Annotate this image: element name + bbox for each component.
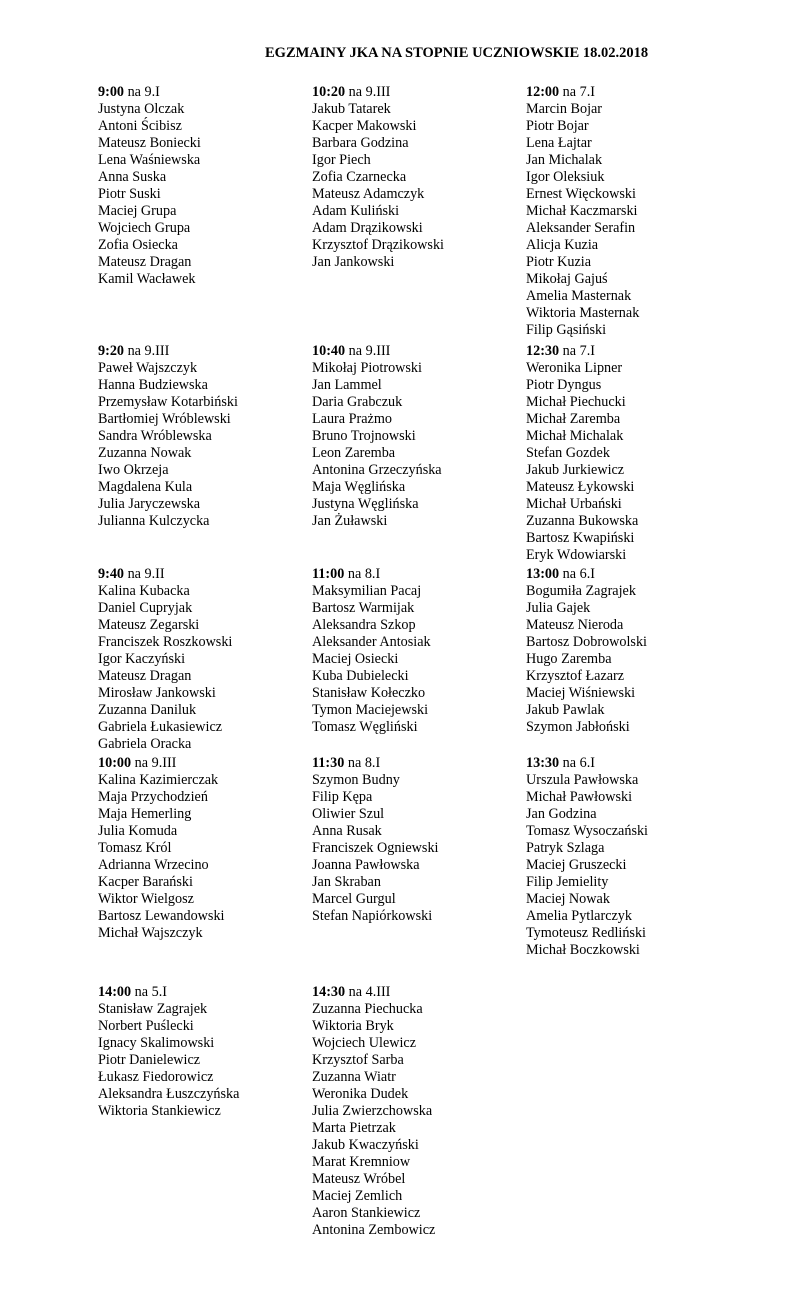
group-room: na 7.I: [562, 343, 595, 359]
group-header: [98, 343, 298, 360]
participant-name: Anna Suska: [98, 169, 167, 185]
participant-name: Adam Drązikowski: [312, 220, 423, 236]
participant-name: Krzysztof Sarba: [312, 1052, 404, 1068]
participant-name: Marcin Bojar: [526, 101, 603, 117]
participant-name: Jakub Jurkiewicz: [526, 462, 625, 478]
group-room: na 8.I: [347, 755, 381, 771]
participant-name: Łukasz Fiedorowicz: [98, 1069, 214, 1085]
group-time: 10:00: [98, 755, 132, 771]
participant-name: Filip Kępa: [312, 789, 373, 805]
participant-name: Jakub Kwaczyński: [312, 1137, 419, 1153]
participant-name: Lena Łajtar: [526, 135, 592, 151]
participant-name: Michał Wajszczyk: [98, 925, 203, 941]
group-time: 14:30: [312, 984, 346, 1000]
participant-name: Oliwier Szul: [312, 806, 385, 822]
participant-name: Iwo Okrzeja: [98, 462, 169, 478]
exam-group: [312, 566, 512, 736]
participant-name: Igor Piech: [312, 152, 371, 168]
participant-name: Daniel Cupryjak: [98, 600, 193, 616]
participant-name: Jan Godzina: [526, 806, 597, 822]
group-room: na 5.I: [134, 984, 167, 1000]
participant-name: Julia Gajek: [526, 600, 591, 616]
participant-name: Maja Przychodzień: [98, 789, 208, 805]
participant-name: Maciej Zemlich: [312, 1188, 403, 1204]
participant-name: Mateusz Wróbel: [312, 1171, 406, 1187]
participant-name: Patryk Szlaga: [526, 840, 605, 856]
participant-name: Michał Piechucki: [526, 394, 626, 410]
participant-name: Justyna Olczak: [98, 101, 185, 117]
participant-name: Daria Grabczuk: [312, 394, 403, 410]
participant-name: Marcel Gurgul: [312, 891, 396, 907]
participant-name: Mateusz Nieroda: [526, 617, 624, 633]
participant-name: Antoni Ścibisz: [98, 118, 182, 134]
participant-name: Maja Węglińska: [312, 479, 406, 495]
group-time: 11:30: [312, 755, 345, 771]
participant-name: Mateusz Dragan: [98, 254, 192, 270]
participant-name: Amelia Pytlarczyk: [526, 908, 632, 924]
participant-name: Maciej Nowak: [526, 891, 610, 907]
participant-name: Maciej Gruszecki: [526, 857, 627, 873]
participant-name: Norbert Puślecki: [98, 1018, 194, 1034]
participant-name: Mateusz Dragan: [98, 668, 192, 684]
participant-name: Szymon Jabłoński: [526, 719, 630, 735]
participant-name: Stefan Gozdek: [526, 445, 610, 461]
participant-name: Michał Kaczmarski: [526, 203, 638, 219]
participant-name: Zofia Czarnecka: [312, 169, 407, 185]
participant-name: Amelia Masternak: [526, 288, 632, 304]
participant-name: Lena Waśniewska: [98, 152, 201, 168]
participant-name: Antonina Zembowicz: [312, 1222, 436, 1238]
participant-name: Aleksandra Łuszczyńska: [98, 1086, 240, 1102]
participant-name: Zuzanna Nowak: [98, 445, 192, 461]
participant-name: Alicja Kuzia: [526, 237, 599, 253]
group-room: na 9.III: [348, 343, 391, 359]
participant-name: Stanisław Zagrajek: [98, 1001, 208, 1017]
group-time: 9:00: [98, 84, 125, 100]
group-room: na 9.II: [127, 566, 165, 582]
participant-name: Filip Jemielity: [526, 874, 609, 890]
participant-name: Szymon Budny: [312, 772, 400, 788]
participant-name: Mikołaj Piotrowski: [312, 360, 422, 376]
group-time: 12:30: [526, 343, 560, 359]
participant-name: Kalina Kubacka: [98, 583, 190, 599]
participant-name: Maciej Grupa: [98, 203, 177, 219]
participant-name: Mikołaj Gajuś: [526, 271, 608, 287]
participant-name: Kuba Dubielecki: [312, 668, 409, 684]
participant-name: Adrianna Wrzecino: [98, 857, 209, 873]
participant-name: Julia Zwierzchowska: [312, 1103, 433, 1119]
participant-name: Joanna Pawłowska: [312, 857, 420, 873]
participant-name: Zofia Osiecka: [98, 237, 178, 253]
participant-name: Julia Komuda: [98, 823, 178, 839]
group-time: 10:20: [312, 84, 346, 100]
participant-name: Mirosław Jankowski: [98, 685, 216, 701]
exam-group: [312, 984, 512, 1239]
participant-name: Maciej Wiśniewski: [526, 685, 636, 701]
participant-name: Zuzanna Piechucka: [312, 1001, 423, 1017]
participant-name: Michał Boczkowski: [526, 942, 640, 958]
group-time: 9:20: [98, 343, 125, 359]
participant-name: Jan Żuławski: [312, 513, 388, 529]
participant-name: Tomasz Wysoczański: [526, 823, 648, 839]
exam-group: [98, 984, 298, 1120]
group-room: na 9.III: [127, 343, 170, 359]
group-header: [98, 566, 298, 583]
participant-name: Bogumiła Zagrajek: [526, 583, 636, 599]
exam-group: [312, 343, 512, 530]
group-room: na 6.I: [562, 566, 595, 582]
participant-name: Leon Zaremba: [312, 445, 396, 461]
participant-name: Marat Kremniow: [312, 1154, 411, 1170]
participant-name: Kalina Kazimierczak: [98, 772, 219, 788]
participant-name: Jan Michalak: [526, 152, 603, 168]
participant-name: Wiktoria Bryk: [312, 1018, 394, 1034]
participant-name: Maja Hemerling: [98, 806, 192, 822]
participant-name: Stanisław Kołeczko: [312, 685, 426, 701]
participant-name: Bartosz Kwapiński: [526, 530, 635, 546]
participant-name: Michał Zaremba: [526, 411, 621, 427]
group-header: [526, 343, 726, 360]
participant-name: Bartosz Warmijak: [312, 600, 415, 616]
participant-name: Piotr Dyngus: [526, 377, 602, 393]
exam-group: [526, 566, 726, 736]
participant-name: Zuzanna Bukowska: [526, 513, 639, 529]
group-time: 9:40: [98, 566, 125, 582]
participant-name: Ernest Więckowski: [526, 186, 636, 202]
participant-name: Michał Pawłowski: [526, 789, 633, 805]
group-time: 11:00: [312, 566, 345, 582]
participant-name: Barbara Godzina: [312, 135, 409, 151]
participant-name: Aleksander Serafin: [526, 220, 636, 236]
participant-name: Bartosz Dobrowolski: [526, 634, 647, 650]
group-room: na 9.I: [127, 84, 160, 100]
group-header: [526, 84, 726, 101]
participant-name: Hugo Zaremba: [526, 651, 612, 667]
participant-name: Eryk Wdowiarski: [526, 547, 627, 563]
group-time: 14:00: [98, 984, 132, 1000]
group-time: 12:00: [526, 84, 560, 100]
group-room: na 8.I: [347, 566, 381, 582]
exam-group: [98, 566, 298, 753]
exam-group: [98, 755, 298, 942]
participant-name: Aleksandra Szkop: [312, 617, 416, 633]
participant-name: Michał Michalak: [526, 428, 624, 444]
participant-name: Paweł Wajszczyk: [98, 360, 198, 376]
group-header: [312, 84, 512, 101]
group-room: na 9.III: [348, 84, 391, 100]
exam-group: [526, 755, 726, 959]
participant-name: Kamil Wacławek: [98, 271, 196, 287]
participant-name: Wojciech Grupa: [98, 220, 191, 236]
participant-name: Zuzanna Daniluk: [98, 702, 197, 718]
group-header: [312, 566, 512, 583]
participant-name: Przemysław Kotarbiński: [98, 394, 238, 410]
participant-name: Krzysztof Drązikowski: [312, 237, 444, 253]
participant-name: Maksymilian Pacaj: [312, 583, 422, 599]
participant-name: Julianna Kulczycka: [98, 513, 210, 529]
exam-group: [98, 84, 298, 288]
group-time: 10:40: [312, 343, 346, 359]
group-time: 13:30: [526, 755, 560, 771]
participant-name: Mateusz Boniecki: [98, 135, 201, 151]
group-room: na 7.I: [562, 84, 595, 100]
participant-name: Mateusz Adamczyk: [312, 186, 425, 202]
group-header: [98, 755, 298, 772]
group-header: [312, 755, 512, 772]
participant-name: Tomasz Węgliński: [312, 719, 418, 735]
group-room: na 6.I: [562, 755, 595, 771]
participant-name: Hanna Budziewska: [98, 377, 208, 393]
group-header: [98, 984, 298, 1001]
participant-name: Zuzanna Wiatr: [312, 1069, 396, 1085]
participant-name: Wiktoria Stankiewicz: [98, 1103, 221, 1119]
participant-name: Weronika Dudek: [312, 1086, 409, 1102]
participant-name: Gabriela Łukasiewicz: [98, 719, 223, 735]
participant-name: Anna Rusak: [312, 823, 382, 839]
participant-name: Maciej Osiecki: [312, 651, 399, 667]
participant-name: Wiktor Wielgosz: [98, 891, 194, 907]
participant-name: Kacper Makowski: [312, 118, 417, 134]
participant-name: Tymon Maciejewski: [312, 702, 429, 718]
exam-group: [526, 84, 726, 339]
page-title: EGZMAINY JKA NA STOPNIE UCZNIOWSKIE 18.02.2018: [265, 45, 649, 61]
group-room: na 4.III: [348, 984, 391, 1000]
participant-name: Laura Prażmo: [312, 411, 392, 427]
participant-name: Sandra Wróblewska: [98, 428, 212, 444]
participant-name: Wojciech Ulewicz: [312, 1035, 417, 1051]
participant-name: Igor Oleksiuk: [526, 169, 605, 185]
participant-name: Kacper Barański: [98, 874, 193, 890]
participant-name: Gabriela Oracka: [98, 736, 192, 752]
participant-name: Bartłomiej Wróblewski: [98, 411, 231, 427]
participant-name: Mateusz Łykowski: [526, 479, 635, 495]
participant-name: Jakub Pawlak: [526, 702, 605, 718]
participant-name: Magdalena Kula: [98, 479, 193, 495]
group-room: na 9.III: [134, 755, 177, 771]
group-time: 13:00: [526, 566, 560, 582]
group-header: [98, 84, 298, 101]
group-header: [526, 755, 726, 772]
participant-name: Jan Jankowski: [312, 254, 395, 270]
exam-group: [98, 343, 298, 530]
participant-name: Urszula Pawłowska: [526, 772, 639, 788]
participant-name: Jakub Tatarek: [312, 101, 391, 117]
participant-name: Bruno Trojnowski: [312, 428, 416, 444]
participant-name: Piotr Suski: [98, 186, 161, 202]
participant-name: Piotr Kuzia: [526, 254, 592, 270]
participant-name: Jan Lammel: [312, 377, 382, 393]
participant-name: Piotr Danielewicz: [98, 1052, 201, 1068]
participant-name: Tomasz Król: [98, 840, 172, 856]
participant-name: Justyna Węglińska: [312, 496, 419, 512]
participant-name: Julia Jaryczewska: [98, 496, 201, 512]
group-header: [312, 984, 512, 1001]
participant-name: Franciszek Roszkowski: [98, 634, 233, 650]
participant-name: Tymoteusz Redliński: [526, 925, 646, 941]
participant-name: Filip Gąsiński: [526, 322, 607, 338]
participant-name: Mateusz Zegarski: [98, 617, 200, 633]
participant-name: Bartosz Lewandowski: [98, 908, 225, 924]
exam-group: [526, 343, 726, 564]
participant-name: Marta Pietrzak: [312, 1120, 396, 1136]
participant-name: Michał Urbański: [526, 496, 622, 512]
participant-name: Krzysztof Łazarz: [526, 668, 625, 684]
exam-group: [312, 84, 512, 271]
participant-name: Franciszek Ogniewski: [312, 840, 439, 856]
participant-name: Igor Kaczyński: [98, 651, 186, 667]
participant-name: Stefan Napiórkowski: [312, 908, 433, 924]
participant-name: Ignacy Skalimowski: [98, 1035, 215, 1051]
group-header: [312, 343, 512, 360]
participant-name: Aaron Stankiewicz: [312, 1205, 421, 1221]
participant-name: Weronika Lipner: [526, 360, 623, 376]
participant-name: Adam Kuliński: [312, 203, 400, 219]
participant-name: Wiktoria Masternak: [526, 305, 640, 321]
exam-group: [312, 755, 512, 925]
participant-name: Antonina Grzeczyńska: [312, 462, 442, 478]
participant-name: Piotr Bojar: [526, 118, 589, 134]
participant-name: Aleksander Antosiak: [312, 634, 431, 650]
participant-name: Jan Skraban: [312, 874, 381, 890]
group-header: [526, 566, 726, 583]
